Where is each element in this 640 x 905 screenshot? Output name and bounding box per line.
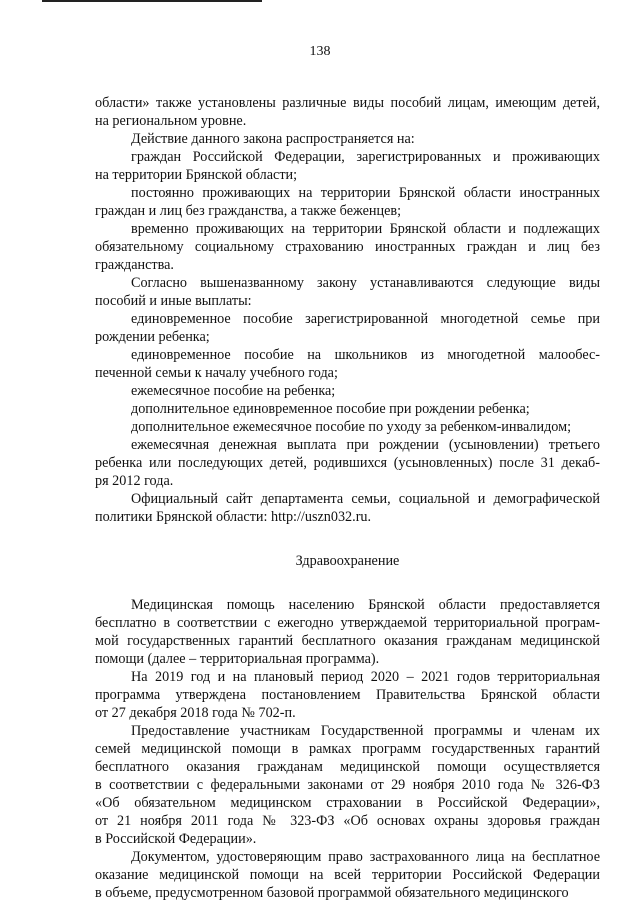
paragraph-line: политики Брянской области: http://uszn032.ru. [95,509,372,525]
paragraph-line: дополнительное единовременное пособие при рождении ребенка; [131,401,530,417]
paragraph-line: граждан и лиц без гражданства, а также беженцев; [95,203,402,219]
paragraph-line: области» также установлены различные виды пособий лицам, имеющим детей, [95,95,600,111]
paragraph-line: ря 2012 года. [95,473,174,489]
paragraph-line: Официальный сайт департамента семьи, социальной и демографической [131,491,600,507]
paragraph-line: на территории Брянской области; [95,167,298,183]
page-number: 138 [309,44,331,59]
benefits-section [95,94,600,526]
paragraph-line: единовременное пособие зарегистрированной многодетной семье при [131,311,600,327]
paragraph-line: от 21 ноября 2011 года № 323-ФЗ «Об основах охраны здоровья граждан [95,813,600,829]
paragraph-line: Согласно вышеназванному закону устанавливаются следующие виды [131,275,600,291]
paragraph-line: Медицинская помощь населению Брянской области предоставляется [131,597,600,613]
paragraph-line: в Российской Федерации». [95,831,257,847]
paragraph-line: бесплатного оказания гражданам медицинской помощи осуществляется [95,759,600,775]
document-body [95,94,600,902]
paragraph-line: обязательному социальному страхованию иностранных граждан и лиц без [95,239,600,255]
paragraph-line: временно проживающих на территории Брянской области и подлежащих [131,221,600,237]
paragraph-line: в объеме, предусмотренном базовой программой обязательного медицинского [95,885,569,901]
paragraph-line: помощи (далее – территориальная программа). [95,651,380,667]
paragraph-line: на региональном уровне. [95,113,247,129]
paragraph-line: в соответствии с федеральными законами от 29 ноября 2010 года № 326-ФЗ [95,777,600,793]
paragraph-line: семей медицинской помощи в рамках программ государственных гарантий [95,741,600,757]
paragraph-line: ребенка или последующих детей, родившихся (усыновленных) после 31 декаб- [95,455,600,471]
healthcare-section [95,596,600,902]
paragraph-line: бесплатно в соответствии с ежегодно утверждаемой территориальной програм- [95,615,600,631]
paragraph-line: гражданства. [95,257,174,273]
paragraph-line: «Об обязательном медицинском страховании в Российской Федерации», [95,795,600,811]
paragraph-line: постоянно проживающих на территории Брянской области иностранных [131,185,600,201]
paragraph-line: программа утверждена постановлением Правительства Брянской области [95,687,600,703]
paragraph-line: рождении ребенка; [95,329,210,345]
paragraph-line: ежемесячная денежная выплата при рождении (усыновлении) третьего [131,437,600,453]
paragraph-line: оказание медицинской помощи на всей территории Российской Федерации [95,867,600,883]
paragraph-line: дополнительное ежемесячное пособие по уходу за ребенком-инвалидом; [131,419,572,435]
paragraph-line: граждан Российской Федерации, зарегистрированных и проживающих [131,149,600,165]
paragraph-line: Документом, удостоверяющим право застрахованного лица на бесплатное [131,849,600,865]
paragraph-line: На 2019 год и на плановый период 2020 – 2021 годов территориальная [131,669,600,685]
paragraph-line: ежемесячное пособие на ребенка; [131,383,336,399]
paragraph-line: мой государственных гарантий бесплатного оказания гражданам медицинской [95,633,600,649]
paragraph-line: пособий и иные выплаты: [95,293,252,309]
scan-edge-mark [42,0,262,2]
paragraph-line: Предоставление участникам Государственной программы и членам их [131,723,600,739]
paragraph-line: печенной семьи к началу учебного года; [95,365,338,381]
section-title: Здравоохранение [295,553,400,569]
paragraph-line: Действие данного закона распространяется на: [131,131,415,147]
paragraph-line: от 27 декабря 2018 года № 702-п. [95,705,296,721]
paragraph-line: единовременное пособие на школьников из многодетной малообес- [131,347,600,363]
